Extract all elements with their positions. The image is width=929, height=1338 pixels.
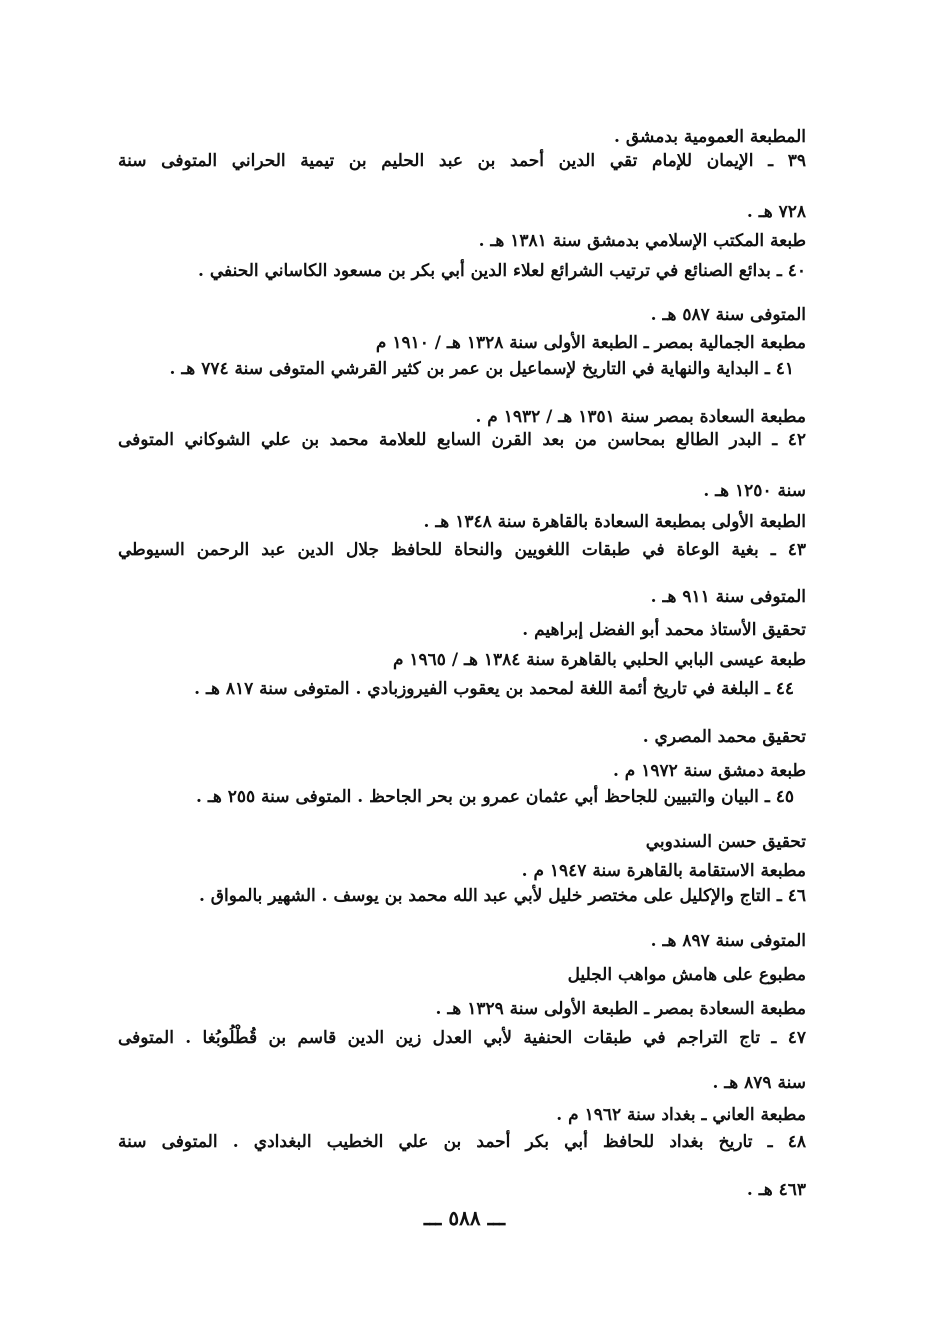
entry-48: ٤٨ ـ تاريخ بغداد للحافظ أبي بكر أحمد بن علي الخطيب البغدادي . المتوفى سنة	[118, 1132, 806, 1152]
text-line: طبعة عيسى البابي الحلبي بالقاهرة سنة ١٣٨٤ هـ / ١٩٦٥ م	[392, 650, 806, 670]
entry-47: ٤٧ ـ تاج التراجم في طبقات الحنفية لأبي العدل زين الدين قاسم بن قُطْلُوبُغا . المتوفى	[118, 1028, 806, 1048]
text-line: طبعة المكتب الإسلامي بدمشق سنة ١٣٨١ هـ .	[478, 231, 806, 251]
text-line: المتوفى سنة ٩١١ هـ .	[650, 587, 806, 607]
entry-44: ٤٤ ـ البلغة في تاريخ أئمة اللغة لمحمد بن يعقوب الفيروزبادي . المتوفى سنة ٨١٧ هـ .	[194, 679, 794, 699]
entry-46: ٤٦ ـ التاج والإكليل على مختصر خليل لأبي عبد الله محمد بن يوسف . الشهير بالمواق .	[198, 886, 806, 906]
text-line: سنة ٨٧٩ هـ .	[712, 1073, 806, 1093]
entry-45: ٤٥ ـ البيان والتبيين للجاحظ أبي عثمان عمرو بن بحر الجاحظ . المتوفى سنة ٢٥٥ هـ .	[196, 787, 794, 807]
text-line: سنة ١٢٥٠ هـ .	[703, 481, 806, 501]
text-line: ٧٢٨ هـ .	[746, 202, 806, 222]
entry-40: ٤٠ ـ بدائع الصنائع في ترتيب الشرائع لعلاء الدين أبي بكر بن مسعود الكاساني الحنفي .	[198, 261, 806, 281]
text-line: طبعة دمشق سنة ١٩٧٢ م .	[612, 761, 806, 781]
text-line: مطبعة العاني ـ بغداد سنة ١٩٦٢ م .	[556, 1105, 806, 1125]
entry-42: ٤٢ ـ البدر الطالع بمحاسن من بعد القرن السابع للعلامة محمد بن علي الشوكاني المتوفى	[118, 430, 806, 450]
entry-39: ٣٩ ـ الإيمان للإمام تقي الدين أحمد بن عبد الحليم بن تيمية الحراني المتوفى سنة	[118, 151, 806, 171]
text-line: تحقيق حسن السندوبي	[645, 832, 806, 852]
text-line: مطبعة الاستقامة بالقاهرة سنة ١٩٤٧ م .	[521, 861, 806, 881]
text-line: مطبعة السعادة بمصر ـ الطبعة الأولى سنة ١٣٢٩ هـ .	[435, 999, 806, 1019]
text-line: مطبوع على هامش مواهب الجليل	[567, 965, 806, 985]
text-line: تحقيق الأستاذ محمد أبو الفضل إبراهيم .	[522, 620, 806, 640]
text-line: المطبعة العمومية بدمشق .	[614, 127, 806, 147]
text-line: مطبعة السعادة بمصر سنة ١٣٥١ هـ / ١٩٣٢ م .	[475, 407, 806, 427]
text-line: المتوفى سنة ٥٨٧ هـ .	[650, 305, 806, 325]
text-line: مطبعة الجمالية بمصر ـ الطبعة الأولى سنة ١٣٢٨ هـ / ١٩١٠ م	[375, 333, 806, 353]
text-line: الطبعة الأولى بمطبعة السعادة بالقاهرة سنة ١٣٤٨ هـ .	[423, 512, 806, 532]
entry-41: ٤١ ـ البداية والنهاية في التاريخ لإسماعيل بن عمر بن كثير القرشي المتوفى سنة ٧٧٤ هـ .	[169, 359, 794, 379]
page-number: ـــ ٥٨٨ ـــ	[423, 1206, 506, 1230]
text-line: ٤٦٣ هـ .	[746, 1180, 806, 1200]
text-line: تحقيق محمد المصري .	[642, 727, 806, 747]
entry-43: ٤٣ ـ بغية الوعاة في طبقات اللغويين والنحاة للحافظ جلال الدين عبد الرحمن السيوطي	[118, 540, 806, 560]
text-line: المتوفى سنة ٨٩٧ هـ .	[650, 931, 806, 951]
